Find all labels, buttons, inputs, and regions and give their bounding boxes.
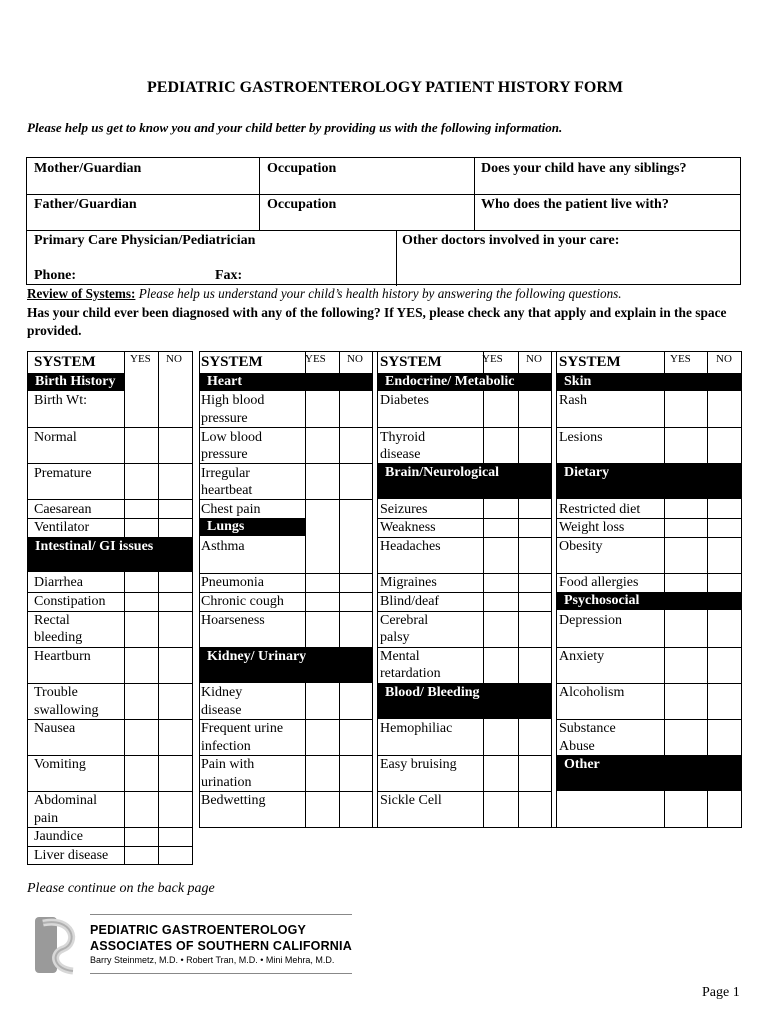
neuro-headaches: Headaches xyxy=(380,539,441,554)
blood-easy-bruising: Easy bruising xyxy=(380,757,457,772)
endo-thyroid-1: Thyroid xyxy=(380,430,426,445)
birth-premature: Premature xyxy=(34,466,92,481)
logo-top-rule xyxy=(90,914,352,915)
kidney-disease-2: disease xyxy=(201,703,242,718)
heart-hbp-2: pressure xyxy=(201,411,248,426)
gi-rectal-bleeding-1: Rectal xyxy=(34,613,70,628)
kidney-freq-1: Frequent urine xyxy=(201,721,284,736)
diet-food-allergies: Food allergies xyxy=(559,575,639,590)
phone-field[interactable]: Phone: xyxy=(34,268,76,283)
gi-jaundice: Jaundice xyxy=(34,829,83,844)
gi-liver-disease: Liver disease xyxy=(34,848,109,863)
psych-alcoholism: Alcoholism xyxy=(559,685,625,700)
neuro-cp-1: Cerebral xyxy=(380,613,429,628)
logo-line-1: PEDIATRIC GASTROENTEROLOGY xyxy=(90,923,307,937)
heart-irregular-1: Irregular xyxy=(201,466,250,481)
lungs-pneumonia: Pneumonia xyxy=(201,575,264,590)
heart-lbp-2: pressure xyxy=(201,447,248,462)
occupation-field-2[interactable]: Occupation xyxy=(267,197,337,212)
skin-rash: Rash xyxy=(559,393,587,408)
mother-guardian-field[interactable]: Mother/Guardian xyxy=(34,161,142,176)
heart-hbp-1: High blood xyxy=(201,393,265,408)
lungs-hoarseness: Hoarseness xyxy=(201,613,265,628)
pcp-field[interactable]: Primary Care Physician/Pediatrician xyxy=(34,233,256,248)
yes-header-2: YES xyxy=(305,353,326,365)
heart-irregular-2: heartbeat xyxy=(201,483,253,498)
gi-trouble-swallowing-2: swallowing xyxy=(34,703,99,718)
gi-trouble-swallowing-1: Trouble xyxy=(34,685,78,700)
neuro-mr-2: retardation xyxy=(380,666,441,681)
diet-weight-loss: Weight loss xyxy=(559,520,625,535)
no-header-2: NO xyxy=(347,353,363,365)
no-header-1: NO xyxy=(166,353,182,365)
gi-abdominal-pain-2: pain xyxy=(34,811,59,826)
section-endocrine: Endocrine/ Metabolic xyxy=(378,373,551,391)
lungs-asthma: Asthma xyxy=(201,539,245,554)
yes-header-1: YES xyxy=(130,353,151,365)
heart-lbp-1: Low blood xyxy=(201,430,263,445)
section-skin: Skin xyxy=(557,373,741,391)
practice-logo xyxy=(33,911,353,977)
system-header-2: SYSTEM xyxy=(201,354,263,370)
father-guardian-field[interactable]: Father/Guardian xyxy=(34,197,137,212)
gi-abdominal-pain-1: Abdominal xyxy=(34,793,97,808)
section-blood-bleeding: Blood/ Bleeding xyxy=(378,683,551,719)
yes-header-3: YES xyxy=(482,353,503,365)
gi-vomiting: Vomiting xyxy=(34,757,86,772)
birth-ventilator: Ventilator xyxy=(34,520,90,535)
logo-bottom-rule xyxy=(90,973,352,974)
systems-grid xyxy=(27,351,742,863)
gi-rectal-bleeding-2: bleeding xyxy=(34,630,83,645)
section-lungs: Lungs xyxy=(200,518,305,536)
section-intestinal-gi: Intestinal/ GI issues xyxy=(28,537,192,572)
birth-normal: Normal xyxy=(34,430,77,445)
neuro-migraines: Migraines xyxy=(380,575,437,590)
section-other: Other xyxy=(557,755,741,791)
fax-field[interactable]: Fax: xyxy=(215,268,243,283)
neuro-cp-2: palsy xyxy=(380,630,410,645)
logo-line-3: Barry Steinmetz, M.D. • Robert Tran, M.D. • Mini Mehra, M.D. xyxy=(90,955,335,965)
kidney-freq-2: infection xyxy=(201,739,251,754)
psych-anxiety: Anxiety xyxy=(559,649,605,664)
endo-diabetes: Diabetes xyxy=(380,393,429,408)
neuro-mr-1: Mental xyxy=(380,649,420,664)
birth-caesarean: Caesarean xyxy=(34,502,92,517)
section-heart: Heart xyxy=(200,373,372,391)
blood-sickle-cell: Sickle Cell xyxy=(380,793,442,808)
neuro-blind-deaf: Blind/deaf xyxy=(380,594,440,609)
birth-weight: Birth Wt: xyxy=(34,393,88,408)
gi-constipation: Constipation xyxy=(34,594,106,609)
siblings-field[interactable]: Does your child have any siblings? xyxy=(481,161,687,176)
diet-restricted: Restricted diet xyxy=(559,502,641,517)
psych-substance-2: Abuse xyxy=(559,739,595,754)
page-title: PEDIATRIC GASTROENTEROLOGY PATIENT HISTORY FORM xyxy=(147,79,623,96)
system-header-4: SYSTEM xyxy=(559,354,621,370)
no-header-3: NO xyxy=(526,353,542,365)
section-kidney-urinary: Kidney/ Urinary xyxy=(200,647,372,683)
review-of-systems xyxy=(27,286,622,302)
kidney-bedwetting: Bedwetting xyxy=(201,793,266,808)
gi-heartburn: Heartburn xyxy=(34,649,91,664)
diagnosis-question: Has your child ever been diagnosed with any of the following? If YES, please check any that apply and explain in the space provided. xyxy=(27,305,727,338)
lungs-chronic-cough: Chronic cough xyxy=(201,594,284,609)
no-header-4: NO xyxy=(716,353,732,365)
lives-with-field[interactable]: Who does the patient live with? xyxy=(481,197,669,212)
review-text: Please help us understand your child’s health history by answering the following questions. xyxy=(135,286,622,301)
yes-header-4: YES xyxy=(670,353,691,365)
system-header-3: SYSTEM xyxy=(380,354,442,370)
section-brain-neuro: Brain/Neurological xyxy=(378,463,551,499)
psych-depression: Depression xyxy=(559,613,622,628)
guardian-info-table xyxy=(26,157,741,285)
neuro-seizures: Seizures xyxy=(380,502,428,517)
skin-lesions: Lesions xyxy=(559,430,603,445)
endo-thyroid-2: disease xyxy=(380,447,421,462)
gi-nausea: Nausea xyxy=(34,721,76,736)
continue-note: Please continue on the back page xyxy=(27,881,215,896)
section-dietary: Dietary xyxy=(557,463,741,499)
other-doctors-field[interactable]: Other doctors involved in your care: xyxy=(402,233,620,248)
intro-text: Please help us get to know you and your child better by providing us with the following information. xyxy=(27,120,563,135)
logo-line-2: ASSOCIATES OF SOUTHERN CALIFORNIA xyxy=(90,939,352,953)
blood-hemophiliac: Hemophiliac xyxy=(380,721,453,736)
diet-obesity: Obesity xyxy=(559,539,603,554)
kidney-pain-1: Pain with xyxy=(201,757,255,772)
neuro-weakness: Weakness xyxy=(380,520,436,535)
review-label: Review of Systems: xyxy=(27,286,136,301)
logo-mark-icon xyxy=(33,913,85,977)
kidney-pain-2: urination xyxy=(201,775,252,790)
kidney-disease-1: Kidney xyxy=(201,685,243,700)
gi-diarrhea: Diarrhea xyxy=(34,575,83,590)
occupation-field-1[interactable]: Occupation xyxy=(267,161,337,176)
section-birth-history: Birth History xyxy=(28,373,124,391)
page-number: Page 1 xyxy=(702,985,740,1000)
system-header-1: SYSTEM xyxy=(34,354,96,370)
psych-substance-1: Substance xyxy=(559,721,616,736)
section-psychosocial: Psychosocial xyxy=(557,592,741,610)
heart-chest-pain: Chest pain xyxy=(201,502,261,517)
